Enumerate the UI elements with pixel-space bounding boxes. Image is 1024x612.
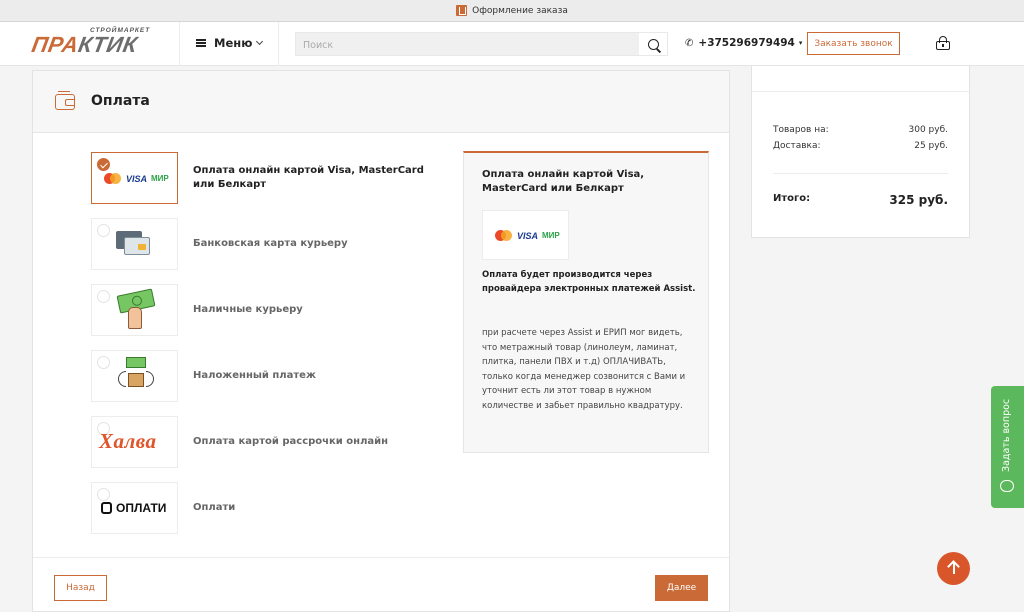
chevron-down-icon xyxy=(256,38,263,45)
site-header xyxy=(0,22,1024,66)
divider xyxy=(752,91,969,92)
payment-option-card-courier[interactable] xyxy=(91,218,178,270)
scroll-up-button[interactable] xyxy=(937,552,970,585)
order-call-button[interactable]: Заказать звонок xyxy=(807,32,900,55)
phone-icon: ✆ xyxy=(685,37,694,49)
payment-option-cod[interactable] xyxy=(91,350,178,402)
payment-info-box xyxy=(463,151,709,453)
payment-option-halva[interactable] xyxy=(91,416,178,468)
payment-title: Оплата xyxy=(91,93,150,109)
payment-option-label[interactable]: Наложенный платеж xyxy=(193,370,316,381)
search-button[interactable] xyxy=(639,33,667,55)
logo-title-rest: КТИК xyxy=(76,32,140,57)
oplati-logo xyxy=(101,501,166,515)
summary-delivery-row xyxy=(773,141,948,151)
total-value: 325 руб. xyxy=(889,193,948,207)
oplati-logo-text: ОПЛАТИ xyxy=(116,501,167,515)
payment-option-label[interactable]: Оплата картой рассрочки онлайн xyxy=(193,436,389,447)
browser-tab-title: Оформление заказа xyxy=(472,5,568,16)
payment-panel-header xyxy=(33,71,729,133)
summary-total-row xyxy=(773,193,948,207)
divider xyxy=(773,173,948,174)
browser-tab-bar xyxy=(0,0,1024,22)
payment-option-oplati[interactable] xyxy=(91,482,178,534)
oplati-mark-icon xyxy=(101,502,112,514)
divider xyxy=(33,557,729,558)
menu-button[interactable] xyxy=(196,36,262,50)
arrow-up-icon xyxy=(953,563,955,574)
cash-on-delivery-icon xyxy=(118,357,154,397)
mastercard-icon xyxy=(104,173,122,184)
info-text: при расчете через Assist и ЕРИП мог видеть, что метражный товар (линолеум, ламинат, плитка, панели ПВХ и т.д) ОПЛАЧИВАТЬ, только когда менеджер созвонится с Вами и уточнит есть ли этот товар в нужном количестве и забьет правильно квадратуру. xyxy=(482,328,686,411)
payment-option-label[interactable]: Оплати xyxy=(193,502,236,513)
payment-option-label[interactable]: Наличные курьеру xyxy=(193,304,303,315)
delivery-value: 25 руб. xyxy=(914,141,948,151)
cart-lock-icon[interactable] xyxy=(935,36,951,50)
header-divider xyxy=(278,22,279,66)
cash-hand-icon xyxy=(116,289,156,333)
goods-label: Товаров на: xyxy=(773,125,829,135)
card-brands-icon xyxy=(104,173,169,184)
logo-subtitle: СТРОЙМАРКЕТ xyxy=(90,27,151,34)
payment-option-label[interactable]: Банковская карта курьеру xyxy=(193,238,348,249)
total-label: Итого: xyxy=(773,193,811,204)
menu-label: Меню xyxy=(214,36,253,50)
radio-unchecked[interactable] xyxy=(97,488,110,501)
radio-unchecked[interactable] xyxy=(97,224,110,237)
payment-panel xyxy=(32,70,730,612)
search-icon xyxy=(648,39,659,50)
logo-title xyxy=(30,32,140,58)
search-input[interactable] xyxy=(296,35,636,57)
phone-number: +375296979494 xyxy=(698,37,795,49)
halva-logo: Халва xyxy=(99,429,157,453)
logo-title-accent: ПРА xyxy=(29,32,81,57)
search-bar xyxy=(295,32,668,56)
hamburger-icon xyxy=(196,39,206,47)
site-favicon-icon xyxy=(456,5,467,16)
visa-logo: VISA xyxy=(517,230,539,241)
radio-unchecked[interactable] xyxy=(97,356,110,369)
radio-checked[interactable] xyxy=(97,158,110,171)
mir-logo: МИР xyxy=(151,174,169,183)
info-title: Оплата онлайн картой Visa, MasterCard или Белкарт xyxy=(482,169,645,194)
summary-goods-row xyxy=(773,125,948,135)
ask-question-label: Задать вопрос xyxy=(1001,398,1012,472)
wallet-icon xyxy=(55,94,75,110)
delivery-label: Доставка: xyxy=(773,141,821,151)
payment-option-label[interactable]: Оплата онлайн картой Visa, MasterCard или Белкарт xyxy=(193,165,424,190)
mir-logo: МИР xyxy=(542,231,560,240)
back-button[interactable]: Назад xyxy=(54,575,107,601)
goods-value: 300 руб. xyxy=(908,125,948,135)
payment-option-card-online[interactable] xyxy=(91,152,178,204)
caret-down-icon: ▾ xyxy=(798,39,803,47)
next-button[interactable]: Далее xyxy=(655,575,708,601)
site-logo[interactable] xyxy=(29,27,172,61)
visa-logo: VISA xyxy=(126,173,148,184)
ask-question-tab[interactable] xyxy=(991,386,1024,508)
header-divider xyxy=(179,22,180,66)
radio-unchecked[interactable] xyxy=(97,290,110,303)
order-summary xyxy=(751,66,970,238)
card-brands-icon xyxy=(495,230,560,241)
payment-option-cash-courier[interactable] xyxy=(91,284,178,336)
card-reader-icon xyxy=(114,229,156,261)
mastercard-icon xyxy=(495,230,513,241)
info-bold-text: Оплата будет производится через провайдера электронных платежей Assist. xyxy=(482,270,696,294)
info-card-brands xyxy=(482,210,569,260)
phone-dropdown[interactable] xyxy=(685,37,802,49)
chat-icon xyxy=(1000,480,1014,492)
